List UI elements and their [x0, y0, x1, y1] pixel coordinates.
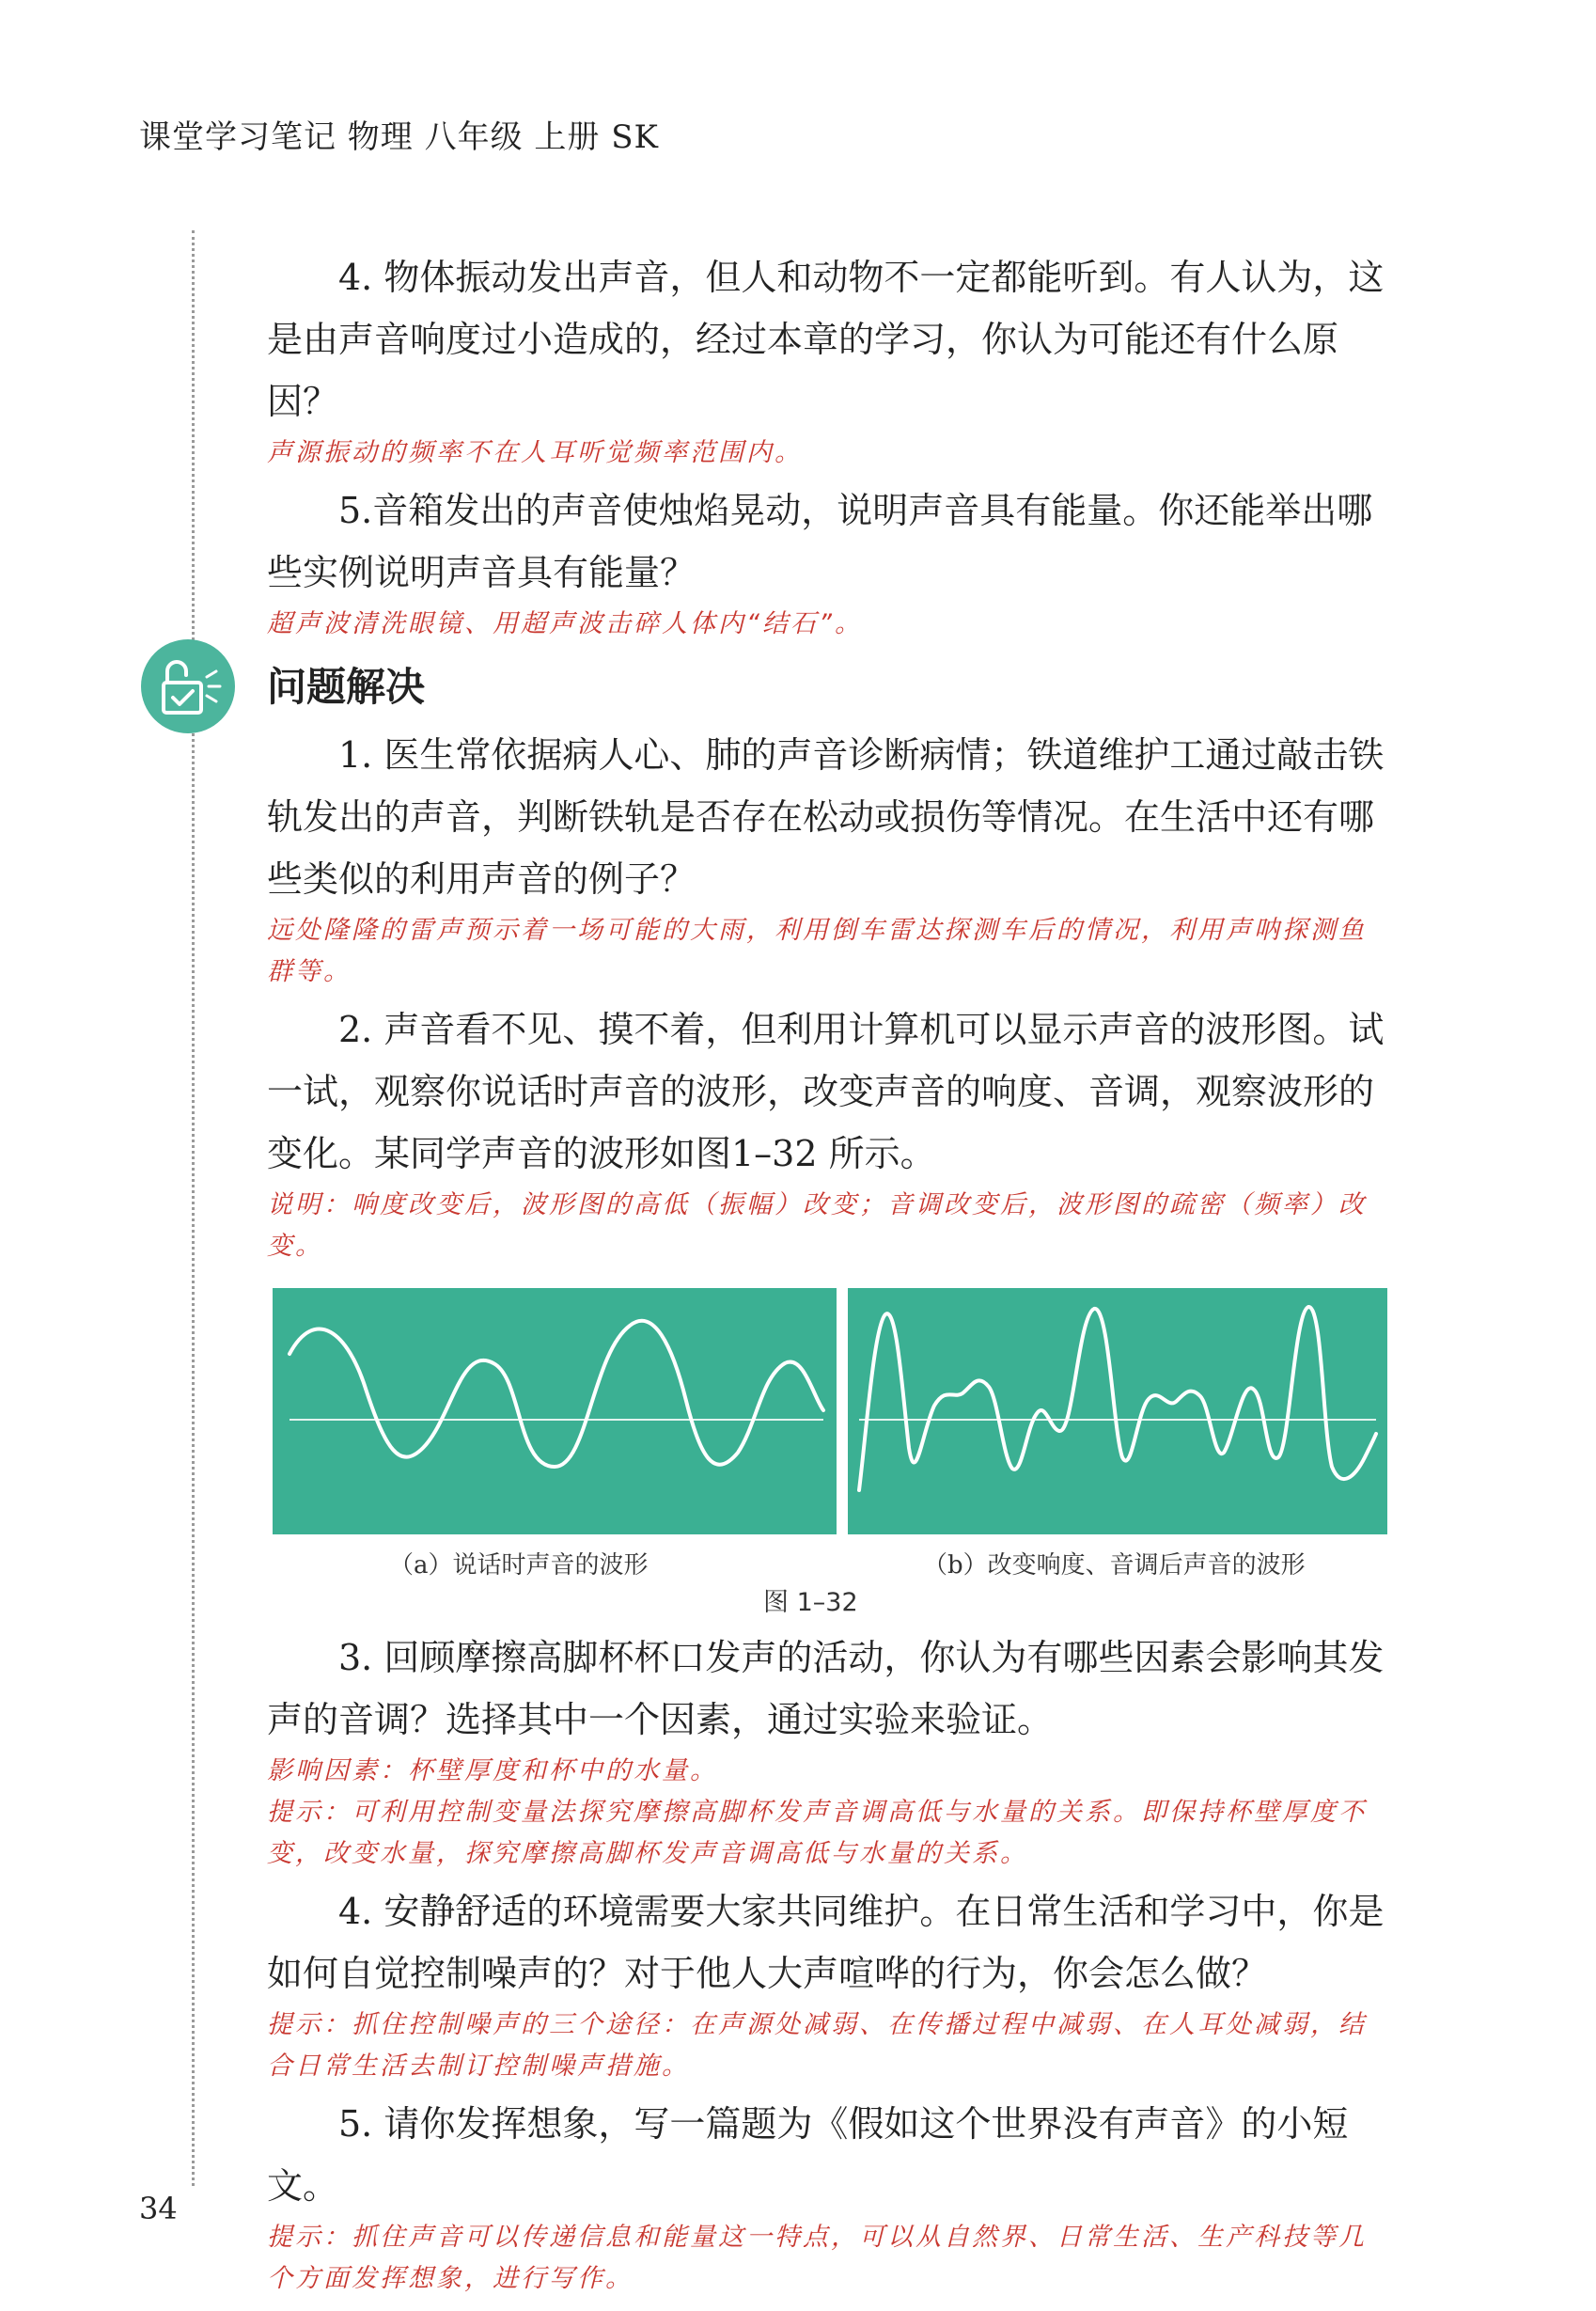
page-content	[267, 246, 1385, 2305]
unlock-check-icon	[141, 639, 235, 733]
problem-item-5	[267, 2093, 1385, 2300]
question-text: 3. 回顾摩擦高脚杯杯口发声的活动，你认为有哪些因素会影响其发声的音调？选择其中一个因素，通过实验来验证。	[267, 1637, 1385, 1740]
exercise-item-4	[267, 246, 1385, 474]
exercise-item-5	[267, 479, 1385, 645]
running-head: 课堂学习笔记 物理 八年级 上册 SK	[139, 118, 659, 156]
answer-text: 远处隆隆的雷声预示着一场可能的大雨，利用倒车雷达探测车后的情况，利用声呐探测鱼群等。	[267, 916, 1367, 986]
answer-text: 提示：可利用控制变量法探究摩擦高脚杯发声音调高低与水量的关系。即保持杯壁厚度不变，改变水量，探究摩擦高脚杯发声音调高低与水量的关系。	[267, 1798, 1367, 1868]
answer-text: 说明：响度改变后，波形图的高低（振幅）改变；音调改变后，波形图的疏密（频率）改变。	[267, 1190, 1367, 1261]
problem-item-2	[267, 998, 1385, 1267]
waveform-panel-b	[848, 1288, 1387, 1534]
question-text: 2. 声音看不见、摸不着，但利用计算机可以显示声音的波形图。试一试，观察你说话时声音的波形，改变声音的响度、音调，观察波形的变化。某同学声音的波形如图1–32 所示。	[267, 1009, 1385, 1174]
answer-text: 提示：抓住声音可以传递信息和能量这一特点，可以从自然界、日常生活、生产科技等几个方面发挥想象，进行写作。	[267, 2223, 1367, 2293]
question-text: 5.音箱发出的声音使烛焰晃动，说明声音具有能量。你还能举出哪些实例说明声音具有能量？	[267, 490, 1373, 593]
figure-title: 图 1–32	[763, 1588, 858, 1617]
section-title: 问题解决	[267, 664, 426, 710]
question-text: 4. 物体振动发出声音，但人和动物不一定都能听到。有人认为，这是由声音响度过小造成的，经过本章的学习，你认为可能还有什么原因？	[267, 257, 1385, 422]
margin-dotted-rule	[192, 230, 195, 2186]
question-text: 5. 请你发挥想象，写一篇题为《假如这个世界没有声音》的小短文。	[267, 2103, 1349, 2207]
answer-text: 影响因素：杯壁厚度和杯中的水量。	[267, 1756, 718, 1785]
problem-item-3	[267, 1627, 1385, 1875]
answer-text: 提示：抓住控制噪声的三个途径：在声源处减弱、在传播过程中减弱、在人耳处减弱，结合日常生活去制订控制噪声措施。	[267, 2010, 1367, 2081]
answer-text: 超声波清洗眼镜、用超声波击碎人体内“结石”。	[267, 609, 863, 638]
problem-item-4	[267, 1880, 1385, 2087]
figure-caption-b: （b）改变响度、音调后声音的波形	[923, 1551, 1306, 1580]
page-number: 34	[139, 2191, 178, 2226]
section-header	[267, 652, 1385, 724]
figure-caption-a: （a）说话时声音的波形	[389, 1551, 649, 1580]
question-text: 1. 医生常依据病人心、肺的声音诊断病情；铁道维护工通过敲击铁轨发出的声音，判断铁轨是否存在松动或损伤等情况。在生活中还有哪些类似的利用声音的例子？	[267, 734, 1385, 900]
waveform-panel-a	[273, 1288, 837, 1534]
question-text: 4. 安静舒适的环境需要大家共同维护。在日常生活和学习中，你是如何自觉控制噪声的？对于他人大声喧哗的行为，你会怎么做？	[267, 1891, 1385, 1994]
problem-item-1	[267, 724, 1385, 993]
waveform-figure	[267, 1288, 1385, 1627]
answer-text: 声源振动的频率不在人耳听觉频率范围内。	[267, 438, 803, 467]
